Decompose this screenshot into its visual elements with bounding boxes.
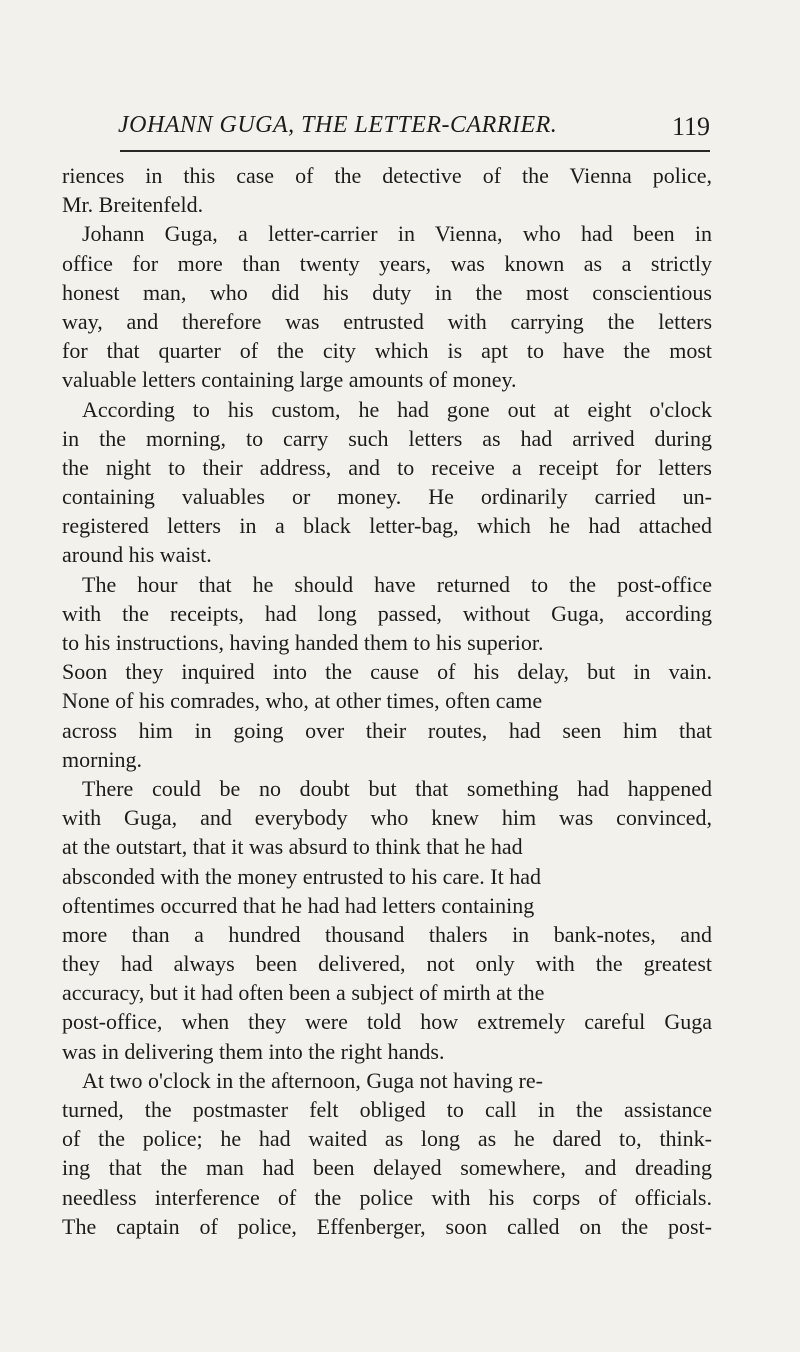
text-line: for that quarter of the city which is apt to have the most	[62, 338, 712, 364]
text-line: more than a hundred thousand thalers in bank-notes, and	[62, 921, 712, 947]
text-line: Mr. Breitenfeld.	[62, 192, 204, 218]
text-line: to his instructions, having handed them to his superior.	[62, 630, 544, 655]
text-line: The hour that he should have returned to the post-office	[82, 571, 712, 597]
text-line: absconded with the money entrusted to his care. It had	[62, 863, 541, 889]
text-line: of the police; he had waited as long as he dared to, think-	[62, 1126, 712, 1152]
text-line: at the outstart, that it was absurd to think that he had	[62, 834, 523, 860]
text-line: According to his custom, he had gone out at eight o'clock	[82, 396, 712, 422]
body-text	[62, 161, 712, 1241]
text-line: Johann Guga, a letter-carrier in Vienna, who had been in	[82, 221, 712, 247]
text-line: needless interference of the police with his corps of officials.	[62, 1184, 712, 1210]
text-line: way, and therefore was entrusted with carrying the letters	[62, 308, 712, 334]
text-line: valuable letters containing large amounts of money.	[62, 367, 517, 393]
page-header	[108, 112, 718, 150]
text-line: in the morning, to carry such letters as had arrived during	[62, 425, 712, 451]
text-line: containing valuables or money. He ordinarily carried un-	[62, 484, 712, 510]
text-line: morning.	[62, 746, 143, 772]
page-number: 119	[671, 112, 710, 141]
text-line: post-office, when they were told how extremely careful Guga	[62, 1009, 712, 1035]
text-line: riences in this case of the detective of the Vienna police,	[62, 163, 712, 188]
text-line: ing that the man had been delayed somewhere, and dreading	[62, 1155, 712, 1181]
text-line: None of his comrades, who, at other times, often came	[62, 688, 543, 714]
text-line: Soon they inquired into the cause of his delay, but in vain.	[62, 659, 712, 685]
text-line: turned, the postmaster felt obliged to call in the assistance	[62, 1097, 712, 1122]
header-rule	[120, 150, 710, 152]
text-line: registered letters in a black letter-bag, which he had attached	[62, 513, 712, 539]
text-line: across him in going over their routes, had seen him that	[62, 717, 712, 743]
text-line: office for more than twenty years, was known as a strictly	[62, 250, 712, 276]
running-title: JOHANN GUGA, THE LETTER-CARRIER.	[118, 112, 558, 138]
text-line: around his waist.	[62, 542, 212, 568]
text-line: was in delivering them into the right hands.	[62, 1038, 445, 1064]
text-line: oftentimes occurred that he had had letters containing	[62, 892, 535, 918]
text-line: they had always been delivered, not only with the greatest	[62, 951, 712, 977]
text-line: The captain of police, Effenberger, soon called on the post-	[62, 1213, 712, 1239]
text-line: accuracy, but it had often been a subject of mirth at the	[62, 980, 545, 1006]
text-line: There could be no doubt but that something had happened	[82, 775, 712, 801]
text-line: the night to their address, and to receive a receipt for letters	[62, 454, 712, 480]
text-line: with Guga, and everybody who knew him was convinced,	[62, 805, 712, 831]
text-line: At two o'clock in the afternoon, Guga not having re-	[82, 1067, 543, 1093]
text-line: honest man, who did his duty in the most conscientious	[62, 279, 712, 305]
text-line: with the receipts, had long passed, without Guga, according	[62, 600, 712, 626]
